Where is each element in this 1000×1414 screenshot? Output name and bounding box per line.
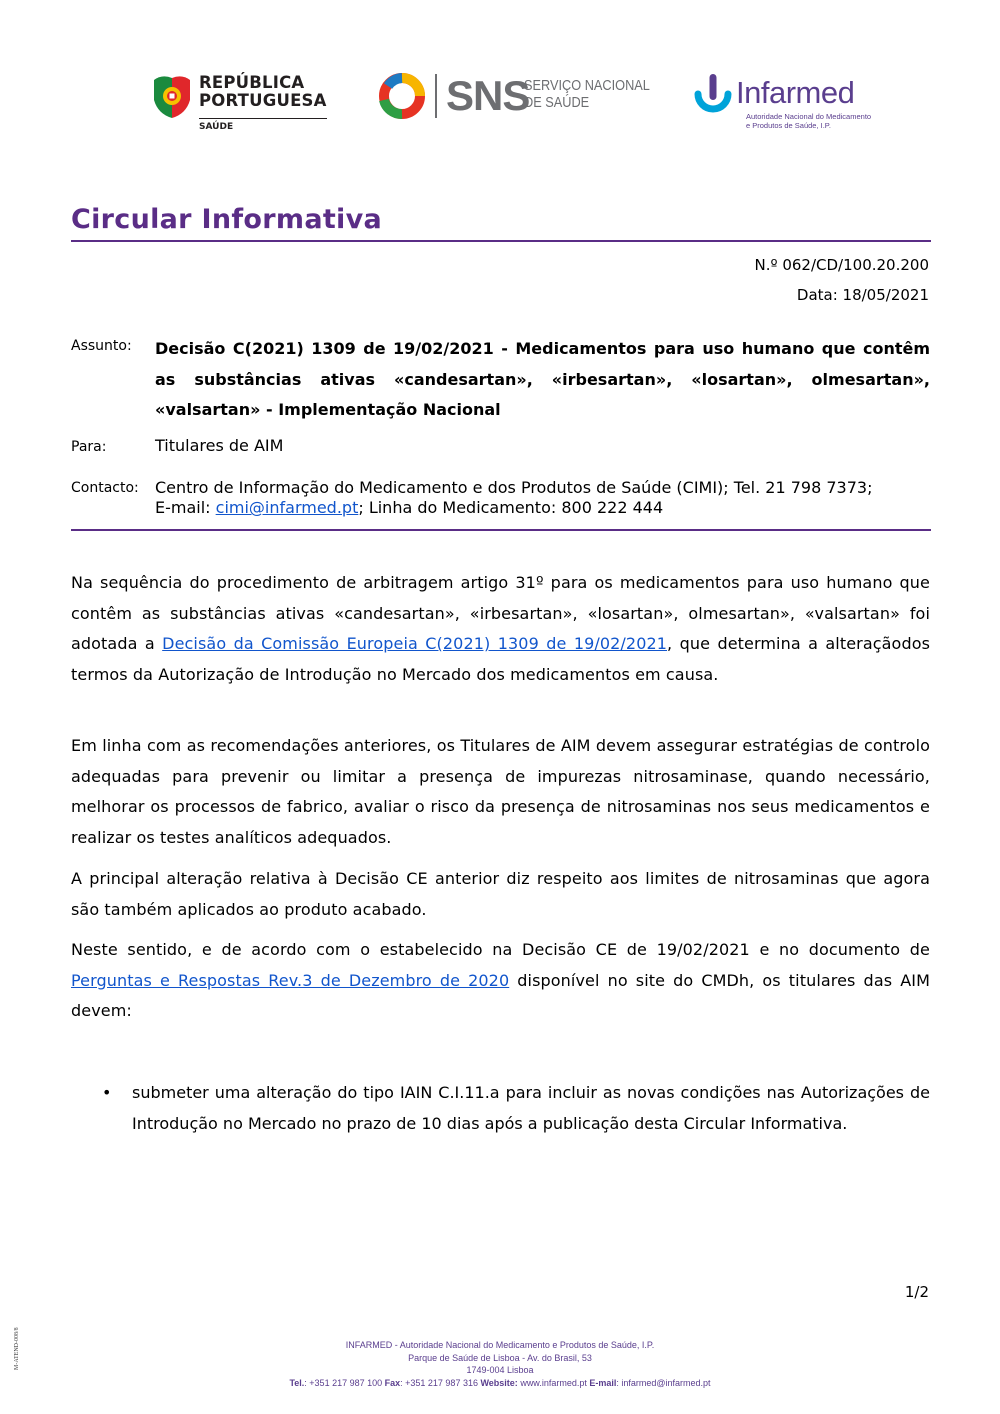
contacto-line2 [155, 498, 945, 518]
bullet-icon: • [102, 1083, 112, 1102]
title-divider [71, 240, 931, 242]
footer-fax: : +351 217 987 316 [400, 1377, 481, 1388]
rp-line2: PORTUGUESA [199, 91, 327, 110]
sns-wordmark: SNS [446, 72, 530, 119]
contacto-value [155, 478, 945, 518]
para-value: Titulares de AIM [155, 436, 284, 455]
sns-subtitle-line2: DE SAÚDE [524, 94, 590, 111]
footer-line1: INFARMED - Autoridade Nacional do Medicamento e Produtos de Saúde, I.P. [345, 1340, 655, 1350]
document-code: M-ATEND-008/8 [14, 1327, 20, 1370]
footer-line3: 1749-004 Lisboa [466, 1365, 534, 1375]
footer-fax-label: Fax [384, 1377, 401, 1388]
p1-text-b: , que determina a alteraçãodos termos da Autorização de Introdução no Mercado dos medicamentos em causa. [71, 634, 931, 684]
infarmed-subtitle [746, 112, 871, 130]
footer-web: www.infarmed.pt [517, 1377, 590, 1388]
footer-tel: : +351 217 987 100 [304, 1377, 385, 1388]
footer-email-label: E-mail [589, 1377, 617, 1388]
p4-text-a: Neste sentido, e de acordo com o estabelecido na Decisão CE de 19/02/2021 e no documento de [71, 940, 930, 959]
infarmed-wordmark: Infarmed [736, 75, 855, 110]
rp-subtitle: SAÚDE [199, 122, 234, 132]
sns-subtitle-line1: SERVIÇO NACIONAL [524, 77, 650, 94]
page-footer [0, 1339, 1000, 1389]
para-label: Para: [71, 439, 107, 455]
email-prefix: E-mail: [155, 498, 216, 517]
body-paragraph-3: A principal alteração relativa à Decisão CE anterior diz respeito aos limites de nitrosaminas que agora são também aplicados ao produto acabado. [71, 869, 930, 919]
body-paragraph-4 [71, 935, 930, 1027]
infarmed-logo [694, 72, 874, 136]
sns-ring-icon [378, 72, 426, 120]
infarmed-subtitle-line1: Autoridade Nacional do Medicamento [746, 112, 872, 121]
rp-divider [199, 118, 327, 119]
footer-tel-label: Tel. [289, 1377, 305, 1388]
page-title: Circular Informativa [71, 204, 383, 235]
republica-portuguesa-logo [152, 72, 332, 136]
p4-text-b: disponível no site do CMDh, os titulares das AIM devem: [71, 970, 930, 1021]
assunto-value: Decisão C(2021) 1309 de 19/02/2021 - Medicamentos para uso humano que contêm as substâncias ativas «candesartan», «irbesartan», «losartan», olmesartan», «valsartan» - Implementação Nacional [155, 339, 930, 419]
rp-line1: REPÚBLICA [199, 73, 305, 92]
republica-portuguesa-wordmark [199, 74, 327, 110]
header-divider [71, 529, 931, 531]
contacto-suffix: ; Linha do Medicamento: 800 222 444 [358, 498, 664, 517]
circular-number: N.º 062/CD/100.20.200 [754, 256, 929, 274]
infarmed-icon [694, 72, 732, 122]
p1-text-a: Na sequência do procedimento de arbitragem artigo 31º para os medicamentos para uso humano que contêm as substâncias ativas «candesartan», «irbesartan», «losartan», olmesartan», «valsartan» foi adotada a [71, 573, 930, 654]
footer-web-label: Website: [480, 1377, 518, 1388]
footer-email: : infarmed@infarmed.pt [616, 1377, 711, 1388]
bullet-item-1: submeter uma alteração do tipo IAIN C.I.11.a para incluir as novas condições nas Autorizações de Introdução no Mercado no prazo de 10 dias após a publicação desta Circular Informativa. [132, 1083, 930, 1133]
contacto-line1: Centro de Informação do Medicamento e dos Produtos de Saúde (CIMI); Tel. 21 798 7373; [155, 478, 873, 497]
decision-link[interactable]: Decisão da Comissão Europeia C(2021) 1309 de 19/02/2021 [162, 634, 668, 654]
circular-date: Data: 18/05/2021 [796, 286, 929, 304]
assunto-label: Assunto: [71, 338, 132, 354]
sns-separator [435, 74, 437, 118]
sns-logo [378, 72, 658, 122]
sns-subtitle [524, 77, 650, 111]
portugal-flag-icon [152, 74, 192, 118]
logo-bar [0, 70, 1000, 140]
contacto-label: Contacto: [71, 480, 139, 496]
body-paragraph-2: Em linha com as recomendações anteriores, os Titulares de AIM devem assegurar estratégias de controlo adequadas para prevenir ou limitar a presença de impurezas nitrosaminase, quando necessário, melhorar os processos de fabrico, avaliar o risco da presença de nitrosaminas nos seus medicamentos e realizar os testes analíticos adequados. [71, 736, 930, 847]
footer-line2: Parque de Saúde de Lisboa - Av. do Brasil, 53 [408, 1352, 592, 1363]
qa-document-link[interactable]: Perguntas e Respostas Rev.3 de Dezembro de 2020 [71, 970, 510, 990]
infarmed-subtitle-line2: e Produtos de Saúde, I.P. [746, 121, 831, 130]
body-paragraph-1 [71, 568, 930, 690]
footer-contacts [0, 1377, 1000, 1390]
page-number: 1/2 [904, 1283, 929, 1301]
cimi-email-link[interactable]: cimi@infarmed.pt [215, 498, 359, 517]
